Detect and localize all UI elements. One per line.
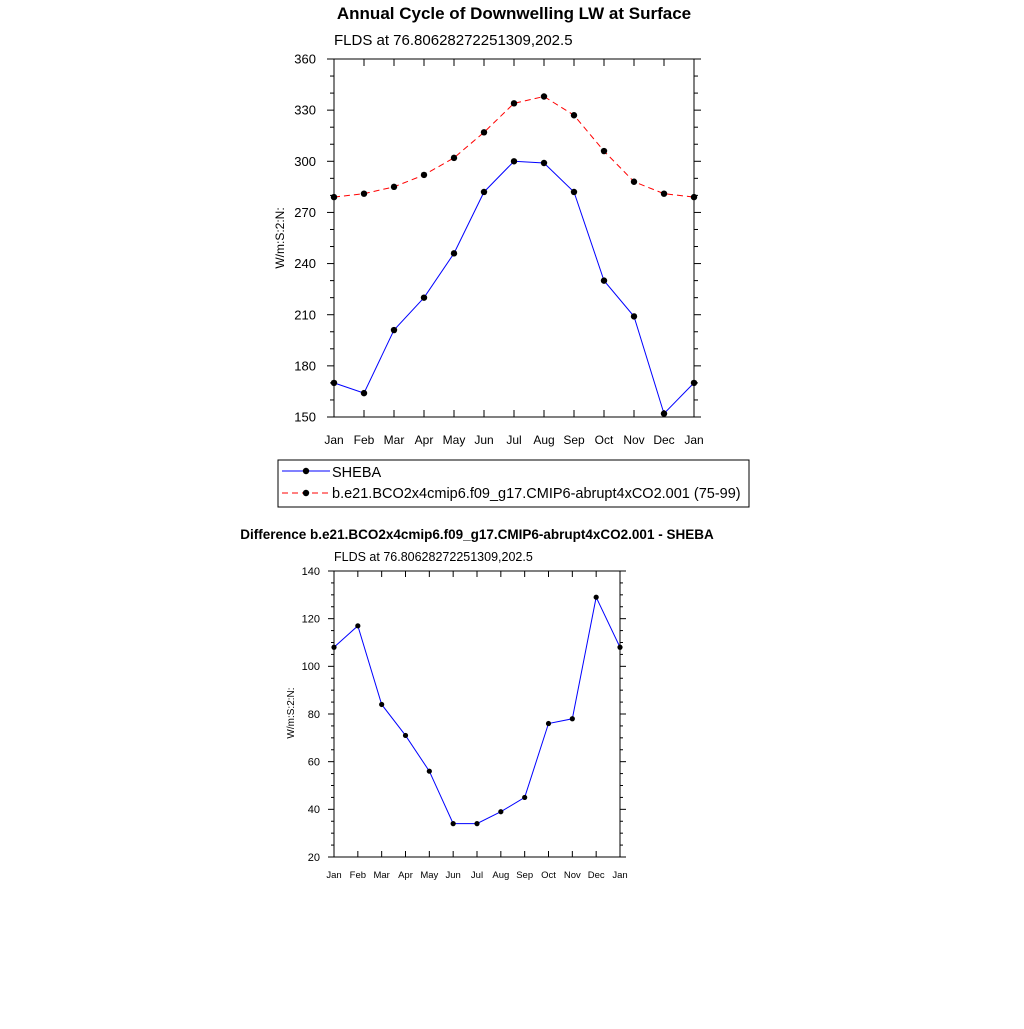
chart2-xtick-label: Apr [398, 870, 413, 881]
chart1-xtick-label: Nov [623, 433, 645, 447]
chart1-series-0-point [481, 189, 487, 195]
chart1-ytick-label: 150 [294, 409, 316, 425]
chart1-xtick-label: Aug [533, 433, 555, 447]
chart2-ytick-label: 60 [307, 756, 320, 769]
chart2-ytick-label: 20 [307, 851, 320, 864]
chart1-series-1-point [451, 155, 457, 161]
chart1-ytick-label: 240 [294, 256, 316, 272]
chart1-series-0-point [361, 390, 367, 396]
chart2-series-0-point [498, 809, 503, 814]
chart2-ytick-label: 100 [301, 661, 320, 674]
chart1-xtick-label: Jun [474, 433, 494, 447]
chart1-xtick-label: Feb [353, 433, 375, 447]
chart2-series-0-point [379, 702, 384, 707]
chart1-ytick-label: 360 [294, 51, 316, 67]
chart2-series-0-point [617, 645, 622, 650]
chart2-ytick-label: 40 [307, 804, 320, 817]
chart1-series-0-point [331, 380, 337, 386]
chart2-subtitle: FLDS at 76.80628272251309,202.5 [334, 550, 533, 564]
chart2-title: Difference b.e21.BCO2x4cmip6.f09_g17.CMIP6-abrupt4xCO2.001 - SHEBA [240, 527, 714, 542]
chart2-xtick-label: Sep [516, 870, 534, 881]
chart1-series-0-line [334, 161, 694, 413]
legend-marker-sheba [303, 468, 309, 474]
chart2-xtick-label: Dec [587, 870, 605, 881]
chart1-series-0-point [691, 380, 697, 386]
chart1-layer [294, 52, 703, 447]
chart1-xtick-label: Jul [506, 433, 522, 447]
chart2-ytick-label: 120 [301, 613, 320, 626]
chart1-series-0-point [391, 327, 397, 333]
legend-label-sheba: SHEBA [332, 465, 382, 481]
chart1-subtitle: FLDS at 76.80628272251309,202.5 [334, 32, 573, 49]
chart2-xtick-label: Feb [349, 870, 367, 881]
chart1-ylabel: W/m:S:2:N: [273, 207, 287, 269]
chart2-xtick-label: Aug [492, 870, 510, 881]
chart2-layer [302, 566, 628, 881]
chart1-ytick-label: 210 [294, 307, 316, 323]
chart1-series-0-point [571, 189, 577, 195]
chart2-xtick-label: Jan [612, 870, 628, 881]
chart1-xtick-label: Jan [684, 433, 704, 447]
chart2-series-0-point [331, 645, 336, 650]
chart2-series-0-point [403, 733, 408, 738]
chart1-series-1-point [361, 190, 367, 196]
chart2-series-0-point [594, 595, 599, 600]
chart1-ytick-label: 330 [294, 102, 316, 118]
legend-layer [282, 468, 330, 496]
chart2-ytick-label: 140 [301, 565, 320, 578]
chart1-series-1-point [421, 172, 427, 178]
chart1-series-0-point [541, 160, 547, 166]
chart2-series-0-line [334, 597, 620, 823]
chart1-ytick-label: 300 [294, 153, 316, 169]
chart1-series-0-point [451, 250, 457, 256]
chart1-xtick-label: Oct [594, 433, 614, 447]
chart2-xtick-label: Jun [445, 870, 461, 881]
chart1-ytick-label: 270 [294, 204, 316, 220]
chart1-series-0-point [421, 294, 427, 300]
chart2-xtick-label: Oct [541, 870, 556, 881]
chart2-series-0-point [451, 821, 456, 826]
chart1-series-0-point [661, 410, 667, 416]
chart2-xtick-label: Nov [563, 870, 581, 881]
chart2-series-0-point [355, 623, 360, 628]
chart1-xtick-label: Jan [324, 433, 344, 447]
chart2-series-0-point [570, 716, 575, 721]
chart1-series-1-point [601, 148, 607, 154]
chart2-xtick-label: Jul [470, 870, 484, 881]
chart1-series-1-point [631, 179, 637, 185]
chart2-series-0-point [474, 821, 479, 826]
chart2-series-0-point [546, 721, 551, 726]
chart2-series-0-point [427, 769, 432, 774]
chart1-xtick-label: Sep [563, 433, 585, 447]
chart1-series-1-point [541, 93, 547, 99]
chart1-series-1-point [571, 112, 577, 118]
chart1-xtick-label: Mar [383, 433, 405, 447]
chart1-xtick-label: Apr [414, 433, 434, 447]
chart1-series-0-point [631, 313, 637, 319]
legend-label-model: b.e21.BCO2x4cmip6.f09_g17.CMIP6-abrupt4xCO2.001 (75-99) [332, 486, 741, 502]
chart1-series-1-point [661, 190, 667, 196]
legend-marker-model [303, 490, 309, 496]
chart2-ylabel: W/m:S:2:N: [286, 687, 297, 739]
chart1-title: Annual Cycle of Downwelling LW at Surface [336, 4, 692, 23]
chart1-ytick-label: 180 [294, 358, 316, 374]
chart1-series-1-point [511, 100, 517, 106]
chart1-series-1-point [691, 194, 697, 200]
chart2-xtick-label: Jan [326, 870, 342, 881]
chart1-series-1-point [391, 184, 397, 190]
chart2-xtick-label: May [420, 870, 439, 881]
chart1-series-1-point [481, 129, 487, 135]
chart1-xtick-label: May [442, 433, 466, 447]
chart1-xtick-label: Dec [653, 433, 675, 447]
chart2-ytick-label: 80 [307, 708, 320, 721]
chart1-series-1-point [331, 194, 337, 200]
chart2-series-0-point [522, 795, 527, 800]
chart1-series-1-line [334, 97, 694, 198]
chart1-plot-frame [334, 59, 694, 417]
chart1-series-0-point [601, 277, 607, 283]
chart2-plot-frame [334, 571, 620, 857]
chart1-series-0-point [511, 158, 517, 164]
chart2-xtick-label: Mar [373, 870, 390, 881]
